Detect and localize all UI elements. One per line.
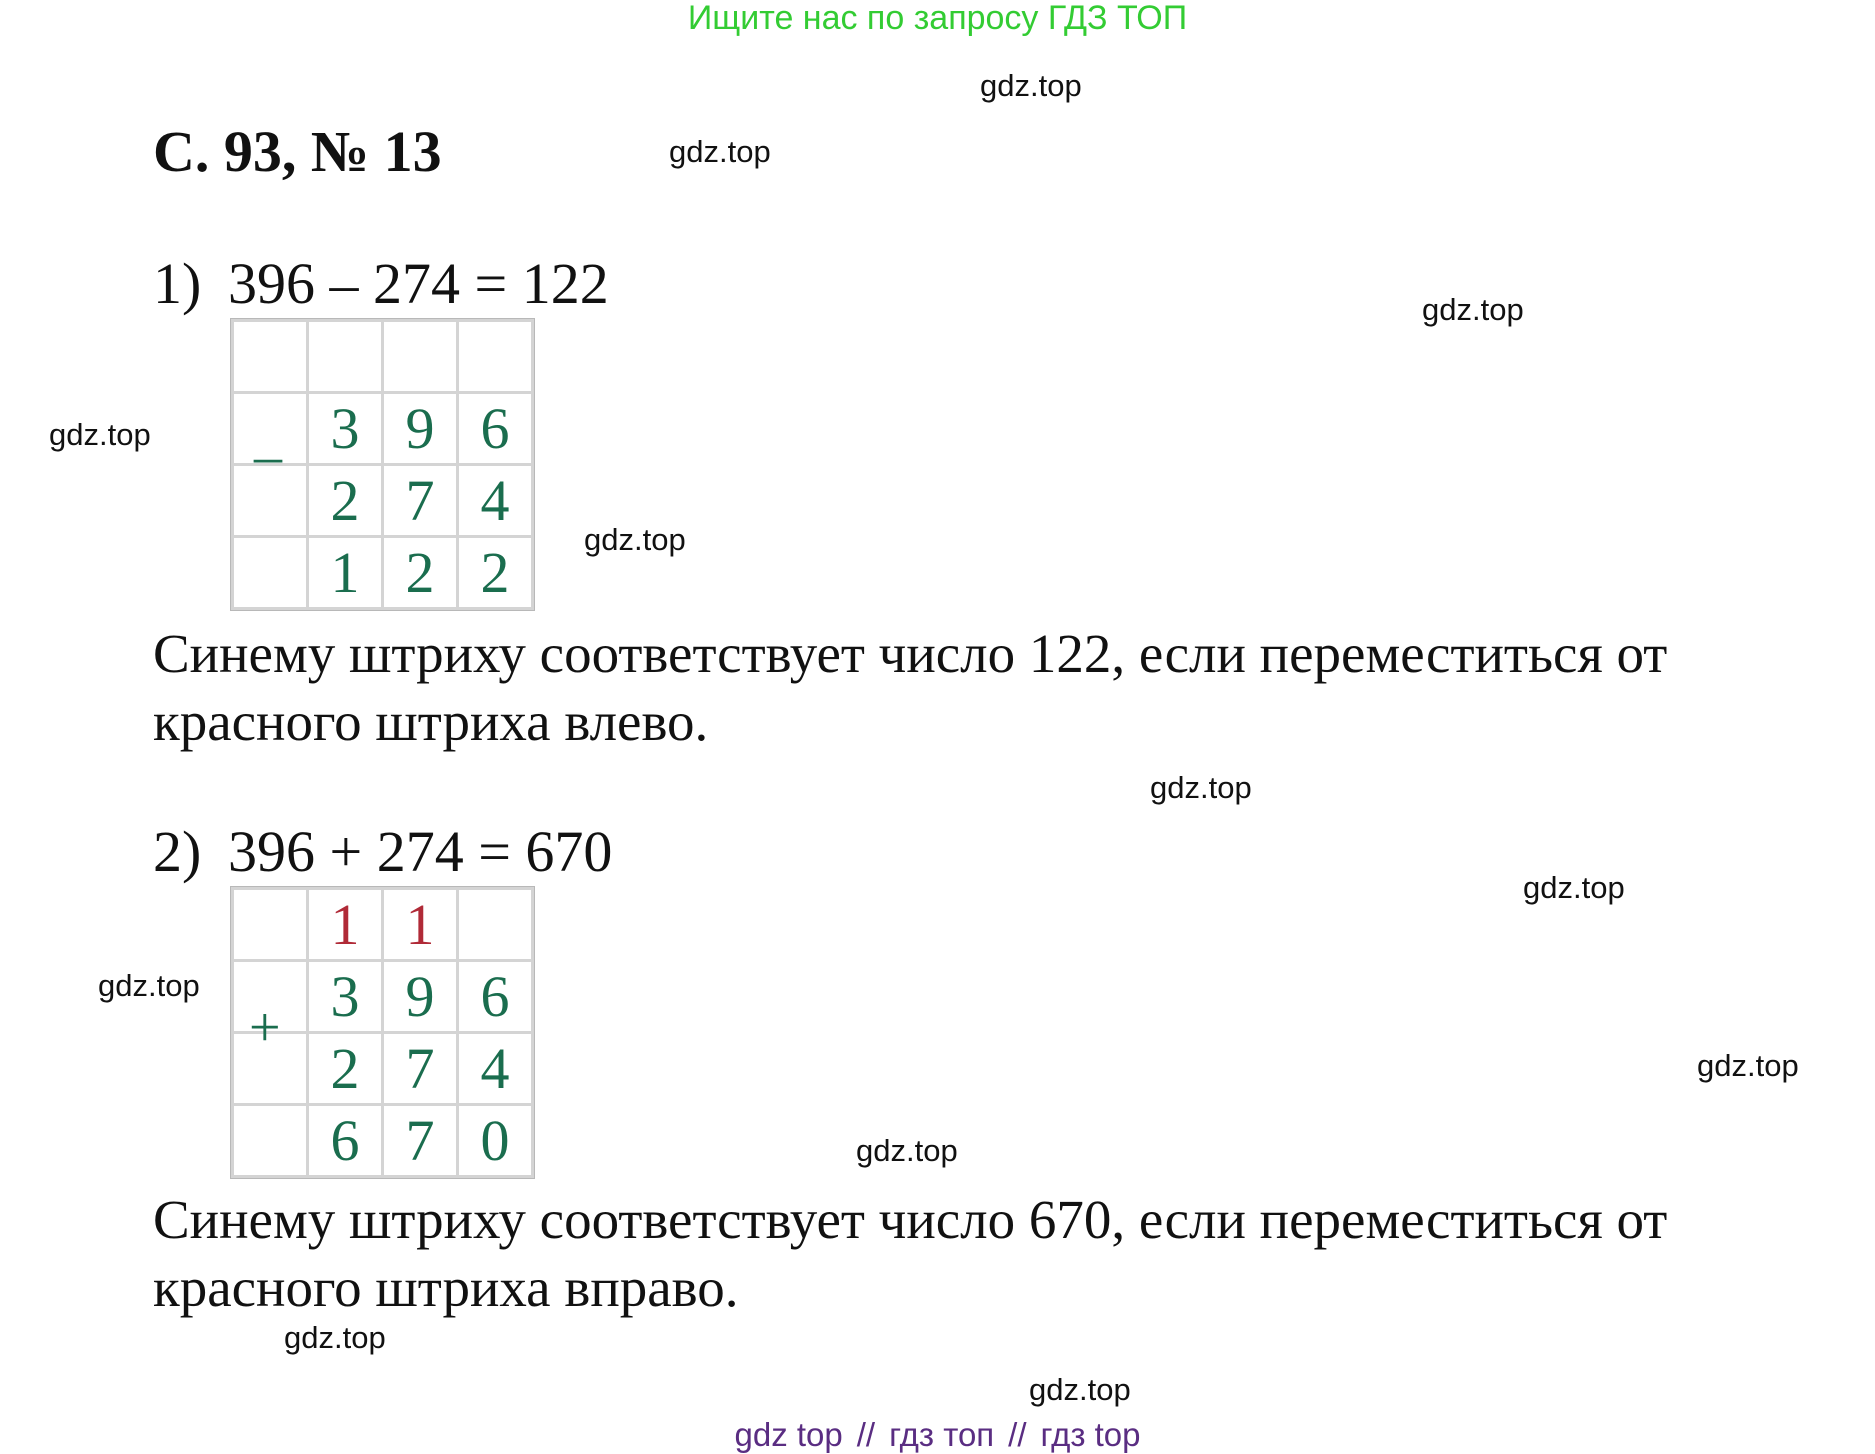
watermark: gdz.top (1029, 1372, 1131, 1407)
grid-cell (233, 321, 308, 393)
grid-cell (458, 321, 533, 393)
problem-2-label: 2) (153, 819, 202, 884)
carry-digit: 1 (383, 889, 458, 961)
grid-cell: 4 (458, 465, 533, 537)
grid-cell: 9 (383, 961, 458, 1033)
plus-operator: + (249, 997, 281, 1059)
watermark: gdz.top (98, 968, 200, 1003)
watermark: gdz.top (1150, 770, 1252, 805)
problem-2-answer-line-1: Синему штриху соответствует число 670, если переместиться от (153, 1189, 1668, 1250)
footer-link-gdz-top[interactable]: gdz top (734, 1416, 843, 1453)
grid-cell: 3 (308, 393, 383, 465)
grid-cell: 9 (383, 393, 458, 465)
footer-link-gdz-top-ru[interactable]: гдз топ (889, 1416, 995, 1453)
watermark: gdz.top (284, 1320, 386, 1355)
minus-operator: – (254, 425, 282, 487)
grid-cell: 6 (458, 961, 533, 1033)
grid-cell: 6 (458, 393, 533, 465)
footer-separator: // (856, 1416, 876, 1453)
grid-cell: 7 (383, 1105, 458, 1177)
problem-1-label: 1) (153, 251, 202, 316)
grid-cell (233, 889, 308, 961)
grid-cell: 7 (383, 465, 458, 537)
grid-cell: 1 (308, 537, 383, 609)
problem-2-answer-line-2: красного штриха вправо. (153, 1257, 739, 1318)
grid-cell (233, 537, 308, 609)
grid-cell: 3 (308, 961, 383, 1033)
top-banner[interactable]: Ищите нас по запросу ГДЗ ТОП (687, 0, 1188, 37)
watermark: gdz.top (584, 522, 686, 557)
grid-cell: 0 (458, 1105, 533, 1177)
watermark: gdz.top (669, 134, 771, 169)
grid-cell: 7 (383, 1033, 458, 1105)
footer-links (0, 1416, 1875, 1454)
watermark: gdz.top (49, 417, 151, 452)
grid-cell: 2 (458, 537, 533, 609)
grid-cell (233, 1105, 308, 1177)
grid-cell: 2 (308, 1033, 383, 1105)
page-title: С. 93, № 13 (153, 119, 442, 184)
watermark: gdz.top (856, 1133, 958, 1168)
carry-digit: 1 (308, 889, 383, 961)
problem-1-answer-line-2: красного штриха влево. (153, 691, 709, 752)
grid-cell: 2 (383, 537, 458, 609)
footer-separator: // (1008, 1416, 1027, 1453)
watermark: gdz.top (980, 68, 1082, 103)
problem-1-equation: 396 – 274 = 122 (228, 251, 609, 316)
grid-cell (308, 321, 383, 393)
grid-cell: 4 (458, 1033, 533, 1105)
grid-cell: 6 (308, 1105, 383, 1177)
problem-2-equation: 396 + 274 = 670 (228, 819, 613, 884)
watermark: gdz.top (1523, 870, 1625, 905)
grid-cell (383, 321, 458, 393)
watermark: gdz.top (1422, 292, 1524, 327)
watermark: gdz.top (1697, 1048, 1799, 1083)
problem-1-answer-line-1: Синему штриху соответствует число 122, если переместиться от (153, 623, 1668, 684)
footer-link-gdz-top-mixed[interactable]: гдз top (1040, 1416, 1141, 1453)
grid-cell: 2 (308, 465, 383, 537)
grid-cell (458, 889, 533, 961)
